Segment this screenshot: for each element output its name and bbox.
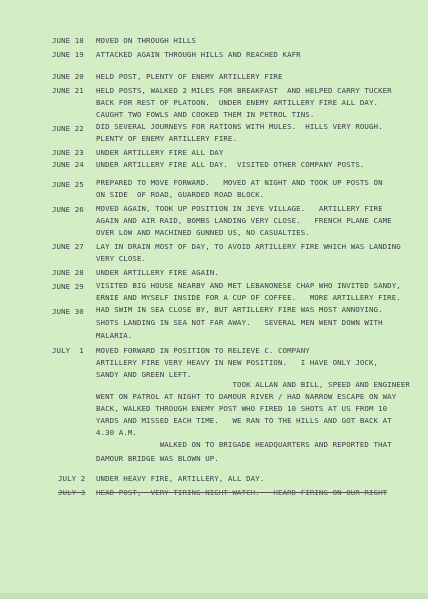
entry-date: JUNE 21 — [52, 86, 84, 95]
entry-text: BACK, WALKED THROUGH ENEMY POST WHO FIRED 10 SHOTS AT US FROM 10 — [96, 404, 388, 413]
entry-text: WENT ON PATROL AT NIGHT TO DAMOUR RIVER / HAD NARROW ESCAPE ON WAY — [96, 392, 397, 401]
entry-text: HELD POST, PLENTY OF ENEMY ARTILLERY FIRE — [96, 72, 283, 81]
entry-text: ON SIDE OF ROAD, GUARDED ROAD BLOCK. — [96, 190, 265, 199]
entry-date: JUNE 22 — [52, 124, 84, 133]
entry-text: HELD POSTS, WALKED 2 MILES FOR BREAKFAST AND HELPED CARRY TUCKER — [96, 86, 392, 95]
entry-text: ARTILLERY FIRE VERY HEAVY IN NEW POSITION. I HAVE ONLY JOCK, — [96, 358, 379, 367]
entry-text: SHOTS LANDING IN SEA NOT FAR AWAY. SEVERAL MEN WENT DOWN WITH — [96, 318, 383, 327]
entry-text: CAUGHT TWO FOWLS AND COOKED THEM IN PETROL TINS. — [96, 110, 315, 119]
entry-date: JUNE 18 — [52, 36, 84, 45]
entry-text: PREPARED TO MOVE FORWARD. MOVED AT NIGHT AND TOOK UP POSTS ON — [96, 178, 383, 187]
entry-date: JUNE 26 — [52, 205, 84, 214]
entry-date-struck: JULY 3 — [58, 488, 86, 497]
entry-text: PLENTY OF ENEMY ARTILLERY FIRE. — [96, 134, 238, 143]
entry-text: LAY IN DRAIN MOST OF DAY, TO AVOID ARTILLERY FIRE WHICH WAS LANDING — [96, 242, 401, 251]
entry-text: VERY CLOSE. — [96, 254, 147, 263]
entry-text: ATTACKED AGAIN THROUGH HILLS AND REACHED KAFR — [96, 50, 301, 59]
entry-text: WALKED ON TO BRIGADE HEADQUARTERS AND REPORTED THAT — [96, 440, 392, 449]
entry-text: MALARIA. — [96, 331, 133, 340]
entry-text: YARDS AND MISSED EACH TIME. WE RAN TO THE HILLS AND GOT BACK AT — [96, 416, 392, 425]
entry-date: JUNE 28 — [52, 268, 84, 277]
entry-text: ERNIE AND MYSELF INSIDE FOR A CUP OF COFFEE. MORE ARTILLERY FIRE. — [96, 293, 401, 302]
entry-text: MOVED FORWARD IN POSITION TO RELIEVE C. COMPANY — [96, 346, 310, 355]
entry-date: JUNE 20 — [52, 72, 84, 81]
entry-text: UNDER ARTILLERY FIRE ALL DAY — [96, 148, 224, 157]
entry-text: UNDER ARTILLERY FIRE AGAIN. — [96, 268, 219, 277]
entry-date: JUNE 29 — [52, 282, 84, 291]
entry-text-struck: HEAD POST, VERY TIRING NIGHT WATCH. HEARD FIRING ON OUR RIGHT — [96, 488, 388, 497]
entry-text: BACK FOR REST OF PLATOON. UNDER ENEMY ARTILLERY FIRE ALL DAY. — [96, 98, 379, 107]
entry-text: TOOK ALLAN AND BILL, SPEED AND ENGINEER — [96, 380, 410, 389]
entry-date: JUNE 30 — [52, 307, 84, 316]
entry-date: JUNE 25 — [52, 180, 84, 189]
entry-text: MOVED ON THROUGH HILLS — [96, 36, 197, 45]
entry-text: MOVED AGAIN, TOOK UP POSITION IN JEYE VILLAGE. ARTILLERY FIRE — [96, 204, 383, 213]
entry-text: 4.30 A.M. — [96, 428, 137, 437]
entry-date: JUNE 24 — [52, 160, 84, 169]
entry-text: OVER LOW AND MACHINED GUNNED US, NO CASUALTIES. — [96, 228, 310, 237]
entry-text: HAD SWIM IN SEA CLOSE BY, BUT ARTILLERY FIRE WAS MOST ANNOYING. — [96, 305, 383, 314]
entry-text: AGAIN AND AIR RAID, BOMBS LANDING VERY CLOSE. FRENCH PLANE CAME — [96, 216, 392, 225]
entry-text: VISITED BIG HOUSE NEARBY AND MET LEBANONESE CHAP WHO INVITED SANDY, — [96, 281, 401, 290]
entry-text: DID SEVERAL JOURNEYS FOR RATIONS WITH MULES. HILLS VERY ROUGH. — [96, 122, 383, 131]
entry-date: JUNE 27 — [52, 242, 84, 251]
entry-text: SANDY AND GREEN LEFT. — [96, 370, 192, 379]
page-bottom-edge — [0, 593, 428, 599]
entry-text: UNDER ARTILLERY FIRE ALL DAY. VISITED OTHER COMPANY POSTS. — [96, 160, 365, 169]
entry-date: JULY 2 — [58, 474, 86, 483]
entry-text: DAMOUR BRIDGE WAS BLOWN UP. — [96, 454, 219, 463]
entry-text: UNDER HEAVY FIRE, ARTILLERY, ALL DAY. — [96, 474, 265, 483]
entry-date: JUNE 19 — [52, 50, 84, 59]
entry-date: JUNE 23 — [52, 148, 84, 157]
entry-date: JULY 1 — [52, 346, 84, 355]
